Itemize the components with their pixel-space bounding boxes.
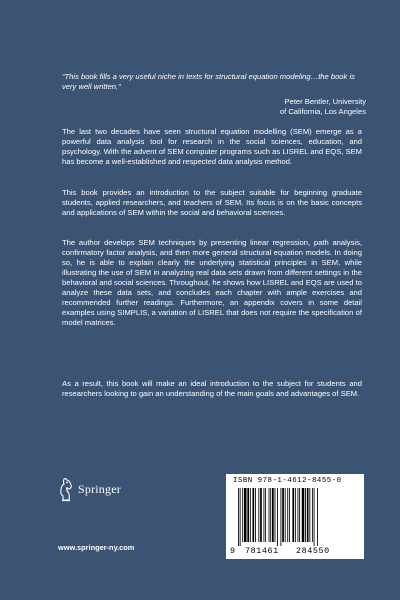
barcode-bar xyxy=(309,488,310,542)
description-paragraph: The author develops SEM techniques by presenting linear regression, path analysis, confirmatory factor analysis, and then more general structural equation models. In doing so, he is able to explain clearly the underlying statistical principles in SEM, while illustrating the use of SEM in analyzing real data sets drawn from different settings in the behavioral and social sciences. Throughout, he shows how LISREL and EQS are used to analyze these data sets, and concludes each chapter with ample exercises and recommended further readings. Furthermore, an appendix covers in some detail examples using SIMPLIS, a variation of LISREL that does not require the specification of model matrices. xyxy=(62,238,362,327)
barcode-bar xyxy=(244,488,247,542)
barcode-bar xyxy=(240,488,241,546)
publisher-website[interactable]: www.springer-ny.com xyxy=(58,543,135,552)
barcode-digit-first: 9 xyxy=(230,546,236,556)
barcode-bar xyxy=(258,488,259,542)
barcode-bar xyxy=(272,488,274,542)
barcode-digits-right: 284550 xyxy=(296,546,330,556)
barcode-bar xyxy=(277,488,278,546)
publisher-name: Springer xyxy=(78,481,121,496)
barcode-bar xyxy=(252,488,254,542)
attribution-affiliation: of California, Los Angeles xyxy=(279,107,366,116)
barcode-bar xyxy=(298,488,299,542)
springer-logo xyxy=(58,476,121,502)
barcode-bars xyxy=(238,488,354,546)
attribution-name: Peter Bentler, University xyxy=(284,97,366,106)
barcode-bar xyxy=(285,488,286,542)
springer-knight-icon xyxy=(58,476,74,502)
barcode-bar xyxy=(242,488,243,542)
quote-attribution xyxy=(166,97,366,117)
barcode-bar xyxy=(270,488,271,542)
barcode-digits-left: 781461 xyxy=(245,546,279,556)
barcode-bar xyxy=(281,488,282,546)
barcode-bar xyxy=(307,488,309,542)
barcode-bar xyxy=(289,488,290,542)
barcode-bar xyxy=(260,488,262,542)
barcode-bar xyxy=(299,488,300,542)
barcode-bar xyxy=(264,488,265,542)
barcode-bar xyxy=(302,488,305,542)
barcode-bar xyxy=(312,488,313,542)
isbn-label: ISBN 978-1-4612-8455-0 xyxy=(233,477,342,485)
isbn-barcode xyxy=(226,474,364,559)
barcode-bar xyxy=(269,488,270,542)
barcode-bar xyxy=(295,488,296,542)
barcode-bar xyxy=(238,488,239,546)
barcode-bar xyxy=(305,488,306,542)
description-paragraph: This book provides an introduction to the subject suitable for beginning graduate students, applied researchers, and teachers of SEM. Its focus is on the basic concepts and applications of SEM within the social and behavioral sciences. xyxy=(62,188,362,217)
description-paragraph: The last two decades have seen structural equation modelling (SEM) emerge as a powerful data analysis tool for research in the social sciences, education, and psychology. With the advent of SEM computer programs such as LISREL and EQS, SEM has become a well-established and respected data analysis method. xyxy=(62,127,362,166)
barcode-bar xyxy=(247,488,249,542)
barcode-bar xyxy=(275,488,276,542)
barcode-bar xyxy=(250,488,251,542)
barcode-bar xyxy=(314,488,315,546)
barcode-bar xyxy=(292,488,294,542)
endorsement-quote: “This book fills a very useful niche in texts for structural equation modeling…the book is very well written.” xyxy=(62,72,355,91)
barcode-bar xyxy=(287,488,288,542)
description-paragraph: As a result, this book will make an ideal introduction to the subject for students and researchers looking to gain an understanding of the main goals and advantages of SEM. xyxy=(62,379,362,398)
barcode-bar xyxy=(265,488,266,542)
barcode-bar xyxy=(282,488,284,542)
barcode-bar xyxy=(317,488,318,546)
barcode-bar xyxy=(255,488,256,542)
